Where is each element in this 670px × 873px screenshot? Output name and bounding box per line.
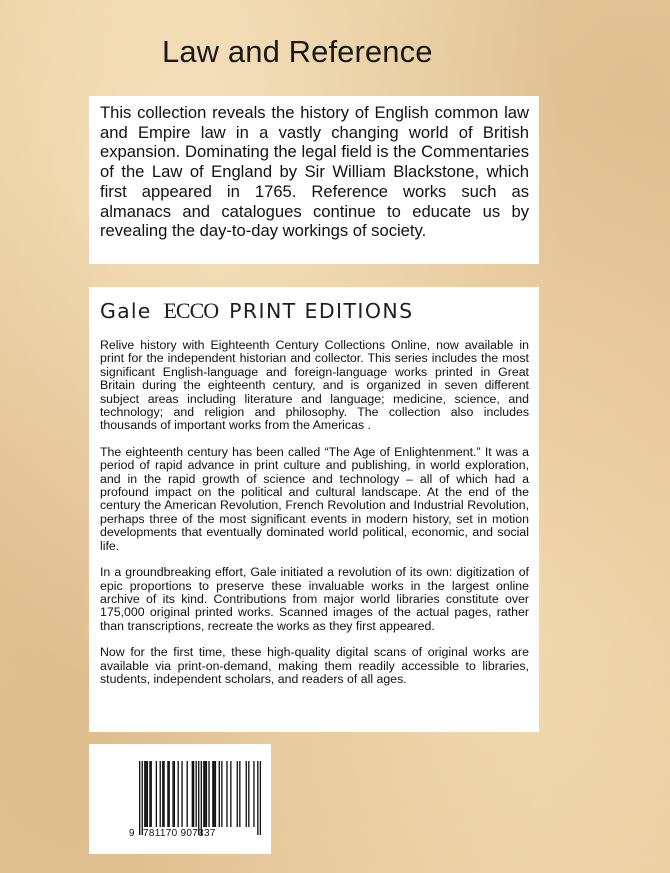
barcode-bar xyxy=(221,761,222,827)
barcode-bar xyxy=(167,761,168,827)
barcode-bar xyxy=(215,761,216,827)
barcode-bar xyxy=(193,761,194,827)
brand-print-editions: PRINT EDITIONS xyxy=(229,299,414,323)
barcode-bar xyxy=(172,761,173,827)
barcode-bar xyxy=(257,761,258,835)
barcode-bar xyxy=(253,761,254,827)
barcode-bar xyxy=(204,761,205,827)
collection-description-panel xyxy=(89,96,539,264)
barcode-bar xyxy=(174,761,175,827)
paragraph-groundbreaking-effort: In a groundbreaking effort, Gale initiated a revolution of its own: digitization of epic proportions to preserve these invaluable works in the largest online archive of its kind. Contributions from major world libraries constitute over 175,000 original printed works. Scanned images of the actual pages, rather than transcriptions, recreate the works as they first appeared. xyxy=(100,565,529,633)
brand-ecco: ECCO xyxy=(163,298,219,323)
barcode-bar xyxy=(145,761,146,827)
barcode-bar xyxy=(163,761,164,827)
barcode-bar xyxy=(160,761,161,827)
barcode-bar xyxy=(198,761,199,835)
collection-description: This collection reveals the history of English common law and Empire law in a vastly changing world of British expansion. Dominating the legal field is the Commentaries of the Law of England by Sir William Blackstone, which first appeared in 1765. Reference works such as almanacs and catalogues continue to educate us by revealing the day-to-day workings of society. xyxy=(100,103,529,241)
isbn-digits: 781170 907337 xyxy=(143,828,216,839)
barcode-bar xyxy=(187,761,188,827)
barcode-bar xyxy=(248,761,249,827)
barcode-bar xyxy=(192,761,193,827)
barcode-bar xyxy=(139,761,140,835)
barcode-bar xyxy=(246,761,247,827)
barcode-bar xyxy=(196,761,197,827)
brand-gale: Gale xyxy=(100,299,152,323)
barcode-bar xyxy=(237,761,238,827)
barcode-bar xyxy=(144,761,145,827)
barcode-bar xyxy=(203,761,204,827)
barcode-bar xyxy=(142,761,143,835)
barcode-bar xyxy=(230,761,231,827)
barcode-bar xyxy=(147,761,148,827)
barcode-bar xyxy=(226,761,227,827)
barcode-bar xyxy=(169,761,170,827)
barcode-bar xyxy=(212,761,213,827)
barcode-bar xyxy=(239,761,240,827)
barcode-bar xyxy=(181,761,182,827)
barcode-bars xyxy=(139,761,261,835)
barcode-bar xyxy=(156,761,157,827)
barcode-bar xyxy=(208,761,209,827)
publisher-description xyxy=(100,339,529,699)
paragraph-print-on-demand: Now for the first time, these high-quality digital scans of original works are available via print-on-demand, making them readily accessible to libraries, students, independent scholars, and readers of all ages. xyxy=(100,645,529,686)
barcode-bar xyxy=(149,761,150,827)
collection-title: Law and Reference xyxy=(162,34,433,69)
barcode-panel xyxy=(89,744,271,854)
barcode-bar xyxy=(260,761,261,835)
barcode-bar xyxy=(201,761,202,835)
barcode-bar xyxy=(151,761,152,827)
barcode-bar xyxy=(219,761,220,827)
barcode-bar xyxy=(162,761,163,827)
barcode-bar xyxy=(206,761,207,827)
paragraph-relive-history: Relive history with Eighteenth Century Collections Online, now available in print for the independent historian and collector. This series includes the most significant English-language and foreign-language works printed in Great Britain during the eighteenth century, and is organized in seven different subject areas including literature and language; medicine, science, and technology; and religion and philosophy. The collection also includes thousands of important works from the Americas . xyxy=(100,338,529,433)
isbn-first-digit: 9 xyxy=(129,828,135,839)
publisher-info-panel xyxy=(89,287,539,732)
gale-ecco-logo xyxy=(100,298,414,328)
paragraph-age-of-enlightenment: The eighteenth century has been called “The Age of Enlightenment.” It was a period of rapid advance in print culture and publishing, in world exploration, and in the rapid growth of science and technology – all of which had a profound impact on the political and cultural landscape. At the end of the century the American Revolution, French Revolution and Industrial Revolution, perhaps three of the most significant events in modern history, set in motion developments that eventually dominated world political, economic, and social life. xyxy=(100,444,529,553)
barcode-bar xyxy=(178,761,179,827)
barcode-bar xyxy=(213,761,214,827)
